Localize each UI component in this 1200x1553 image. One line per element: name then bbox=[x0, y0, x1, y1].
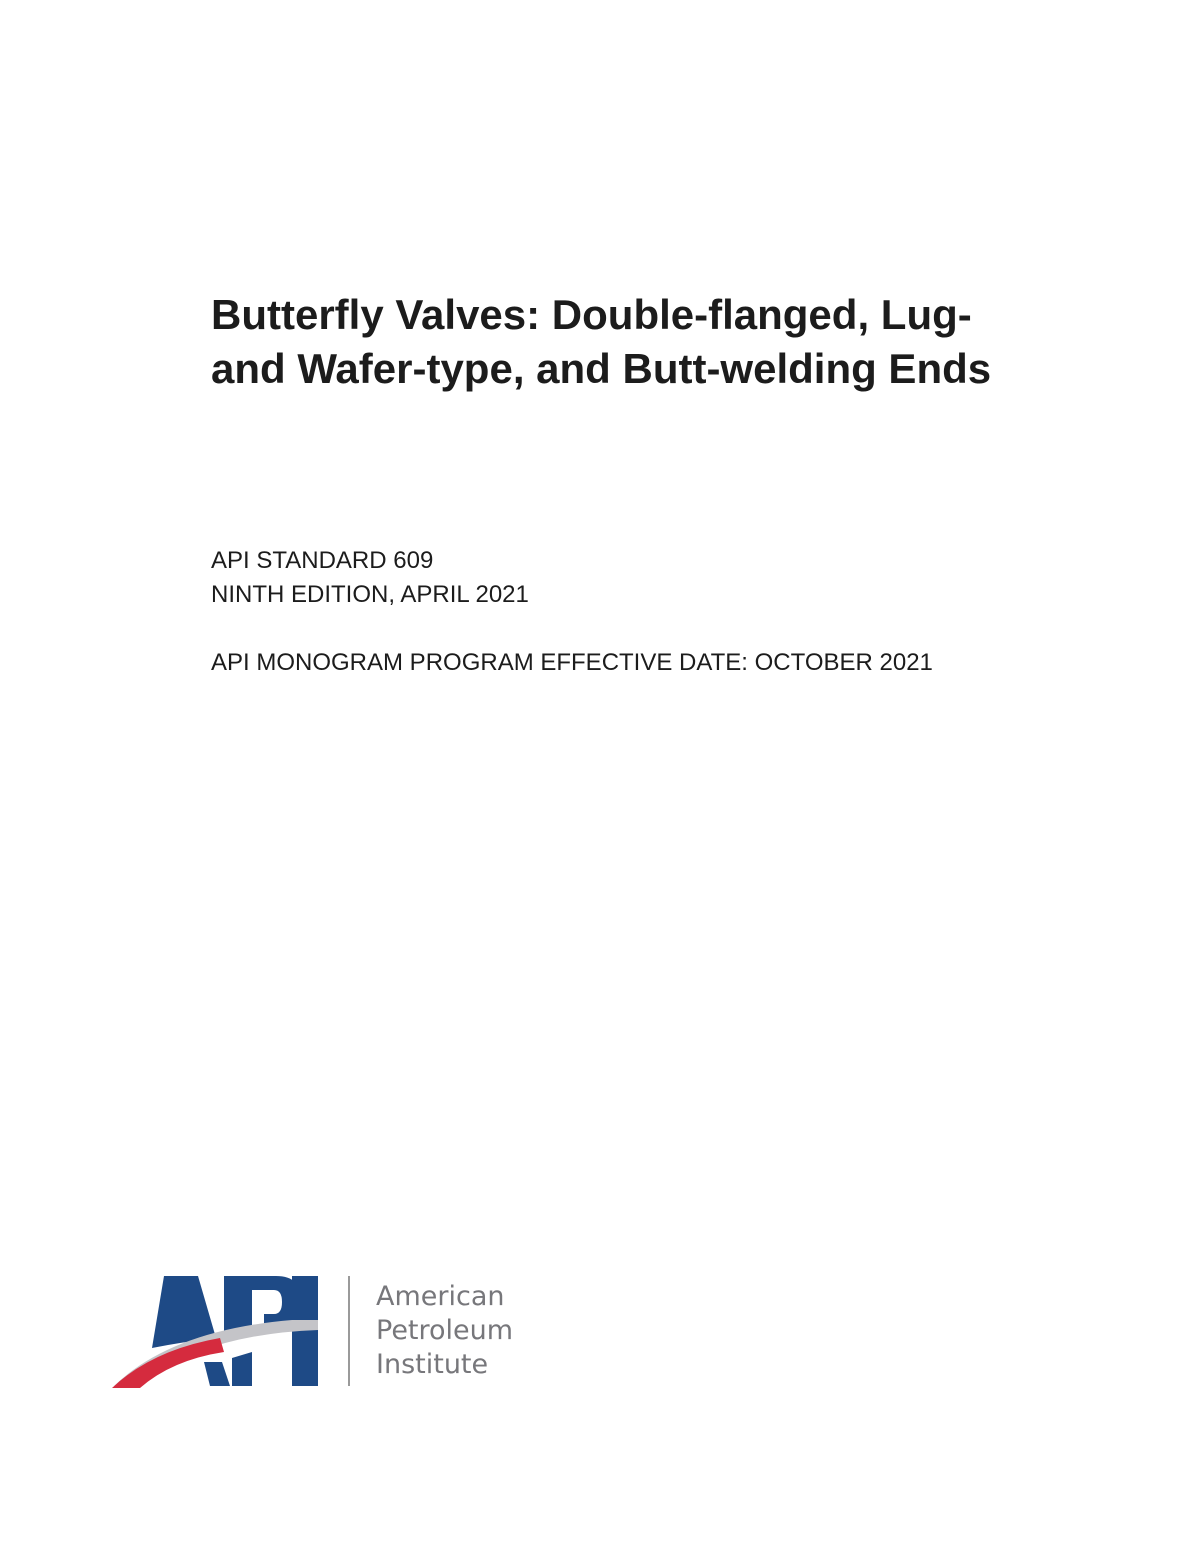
title-line-2: and Wafer-type, and Butt-welding Ends bbox=[211, 345, 992, 392]
org-name-line-1: American bbox=[376, 1281, 505, 1312]
standard-number: API STANDARD 609 bbox=[211, 547, 434, 574]
org-name-line-3: Institute bbox=[376, 1349, 489, 1380]
edition-date: NINTH EDITION, APRIL 2021 bbox=[211, 581, 529, 608]
api-organization-name bbox=[376, 1280, 513, 1382]
org-name-line-2: Petroleum bbox=[376, 1315, 514, 1346]
logo-divider bbox=[348, 1276, 350, 1386]
title-line-1: Butterfly Valves: Double-flanged, Lug- bbox=[211, 291, 972, 338]
api-logo bbox=[112, 1272, 552, 1390]
document-title bbox=[211, 288, 1111, 396]
monogram-effective-date: API MONOGRAM PROGRAM EFFECTIVE DATE: OCTOBER 2021 bbox=[211, 649, 933, 676]
api-logo-mark bbox=[112, 1272, 328, 1390]
